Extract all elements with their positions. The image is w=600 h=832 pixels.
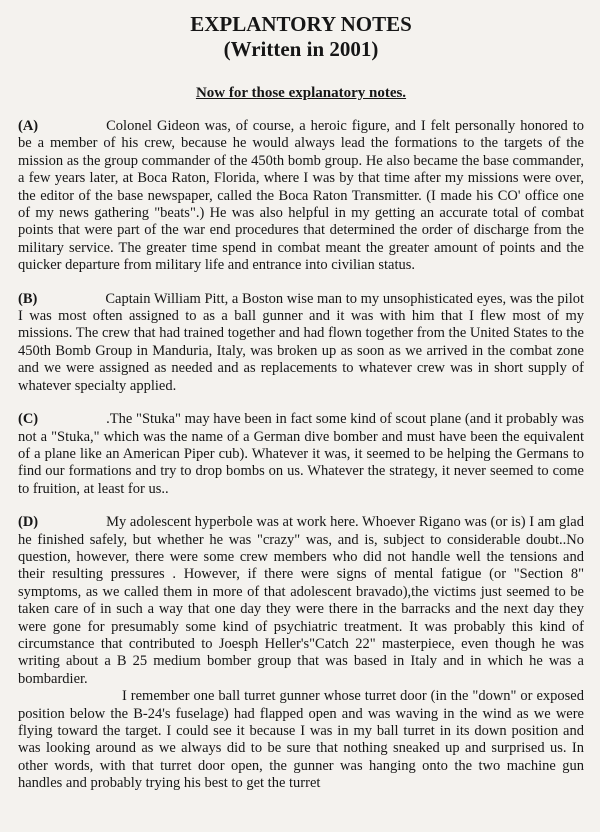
document-title: EXPLANTORY NOTES: [190, 12, 412, 36]
note-c: [18, 411, 584, 498]
note-d-label: (D): [18, 514, 39, 531]
note-a-text: Colonel Gideon was, of course, a heroic figure, and I felt personally honored to be a member of his crew, because he would always lead the formations to the targets of the mission as the group commander of the 450th bomb group. He also became the base commander, a few years later, at Boca Raton, Florida, where I was by that time after my missions were over, the editor of the base newspaper, called the Boca Raton Transmitter. (I made his CO' office one of my news gathering "beats".) He was also helpful in my getting an accurate total of combat points that were part of the war end procedures that determined the order of discharge from the military service. The greater time spend in combat meant the greater amount of points and the quicker departure from military life and entrance into civilian status.: [18, 118, 584, 274]
note-d-continuation: I remember one ball turret gunner whose turret door (in the "down" or exposed position below the B-24's fuselage) had flapped open and was waving in the wind as we were flying toward the target. I could see it because I was in my ball turret in its down position and was looking around as we always did to be sure that nothing sneaked up and surprised us. In other words, with that turret door open, the gunner was hanging onto the two machine gun handles and probably trying his best to get the turret: [18, 688, 584, 792]
note-d: [18, 514, 584, 793]
note-c-label: (C): [18, 411, 39, 428]
note-c-text: .The "Stuka" may have been in fact some kind of scout plane (and it probably was not a "Stuka," which was the name of a German dive bomber and must have been the equivalent of a plane like an American Piper cub). Whatever it was, it seemed to be helping the Germans to find our formations and try to drop bombs on us. Whatever the strategy, it never seemed to come to fruition, at least for us..: [18, 411, 584, 497]
document-subtitle: (Written in 2001): [223, 37, 379, 61]
note-b: [18, 291, 584, 395]
note-b-text: Captain William Pitt, a Boston wise man to my unsophisticated eyes, was the pilot I was most often assigned to as a ball gunner and it was with him that I flew most of my missions. The crew that had trained together and had flown together from the United States to the 450th Bomb Group in Manduria, Italy, was broken up as soon as we arrived in the combat zone and we were assigned as needed and as replacements to whatever crew was in short supply of whatever specialty applied.: [18, 290, 584, 394]
note-b-label: (B): [18, 290, 38, 307]
note-a: [18, 118, 584, 275]
section-heading: Now for those explanatory notes.: [195, 85, 407, 101]
note-a-label: (A): [18, 118, 39, 134]
note-d-text: My adolescent hyperbole was at work here. Whoever Rigano was (or is) I am glad he finished safely, but whether he was "crazy" was, and is, subject to considerable doubt..No question, however, there were some crew members who did not handle well the tensions and their resulting pressures . However, if there were signs of mental fatigue (or "Section 8" symptoms, as we called them in more of that adolescent bravado),the victims just seemed to be taken care of in such a way that one day they were there in the barracks and the next day they were gone for presumably some kind of psychiatric treatment. It was probably this kind of circumstance that contributed to Joesph Heller's"Catch 22" masterpiece, even though he was writing about a B 25 medium bomber group that was based in Italy and in which he was a bombardier.: [18, 514, 584, 687]
